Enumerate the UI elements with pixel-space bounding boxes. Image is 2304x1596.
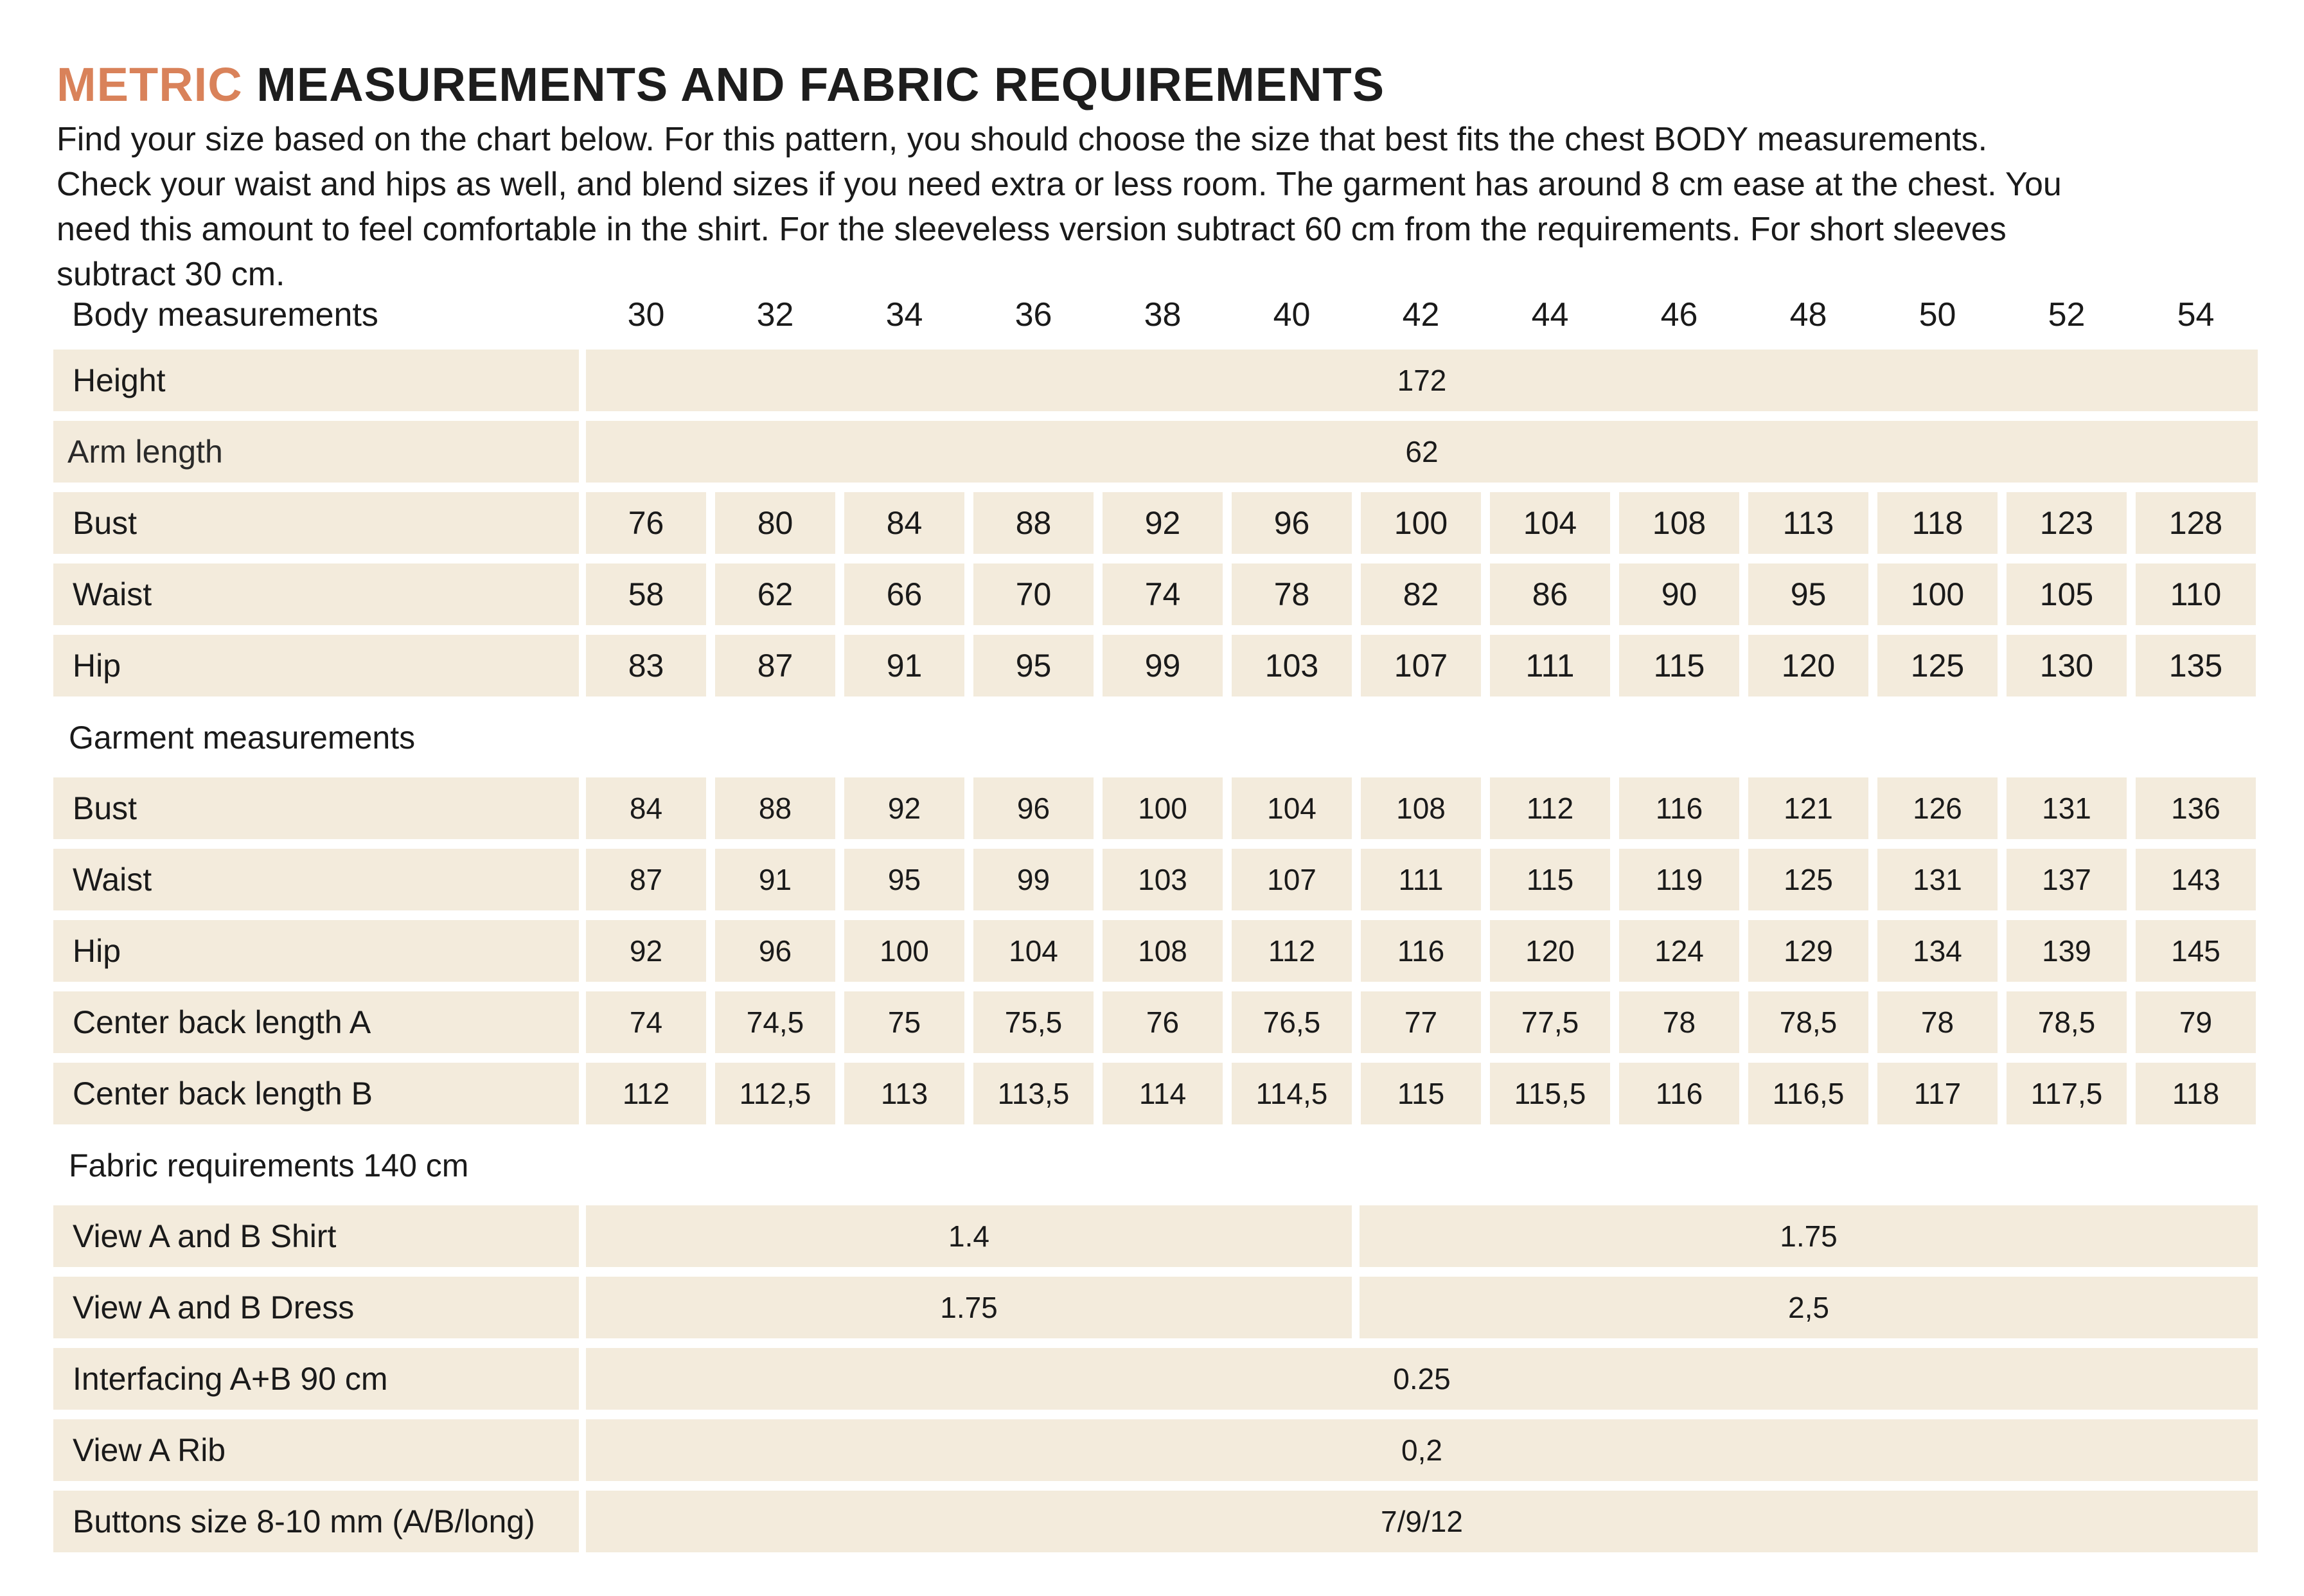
span-value-cell: 7/9/12: [586, 1491, 2258, 1552]
value-cell: 117,5: [2007, 1063, 2127, 1124]
value-cell: 84: [844, 492, 964, 554]
value-cell: 92: [844, 777, 964, 839]
intro-line: need this amount to feel comfortable in the shirt. For the sleeveless version subtract 60 cm from the requirements. For short sleeves: [57, 211, 2007, 248]
size-header: 34: [885, 296, 923, 333]
value-cell: 99: [1103, 635, 1223, 696]
value-cell: 84: [586, 777, 706, 839]
value-cell: 76,5: [1232, 991, 1352, 1053]
value-cell: 76: [1103, 991, 1223, 1053]
value-cell: 116: [1361, 920, 1481, 982]
value-cell: 91: [844, 635, 964, 696]
value-cell: 92: [586, 920, 706, 982]
value-cell: 123: [2007, 492, 2127, 554]
intro-line: Find your size based on the chart below. For this pattern, you should choose the size that best fits the chest BODY measurements.: [57, 121, 1988, 158]
value-cell: 99: [973, 849, 1094, 910]
size-header: 50: [1919, 296, 1956, 333]
value-cell: 112: [1232, 920, 1352, 982]
value-cell: 87: [586, 849, 706, 910]
value-cell: 62: [715, 563, 835, 625]
value-cell: 70: [973, 563, 1094, 625]
row-label: Bust: [53, 777, 579, 839]
span-value-cell: 0,2: [586, 1419, 2258, 1481]
row-label: Waist: [53, 563, 579, 625]
value-cell: 100: [1877, 563, 1998, 625]
value-cell: 108: [1103, 920, 1223, 982]
value-cell: 107: [1232, 849, 1352, 910]
size-header: 42: [1402, 296, 1440, 333]
size-header: 54: [2177, 296, 2215, 333]
value-cell: 86: [1490, 563, 1610, 625]
value-cell: 105: [2007, 563, 2127, 625]
value-cell: 80: [715, 492, 835, 554]
value-cell: 88: [973, 492, 1094, 554]
value-cell: 139: [2007, 920, 2127, 982]
value-cell: 104: [973, 920, 1094, 982]
row-label: Arm length: [53, 421, 579, 483]
value-cell: 74: [586, 991, 706, 1053]
value-cell: 78: [1619, 991, 1739, 1053]
value-cell: 100: [1361, 492, 1481, 554]
value-cell: 78: [1232, 563, 1352, 625]
value-cell: 100: [844, 920, 964, 982]
row-label: Center back length A: [53, 991, 579, 1053]
value-cell: 120: [1490, 920, 1610, 982]
value-cell: 111: [1361, 849, 1481, 910]
fabric-right-cell: 2,5: [1360, 1277, 2258, 1338]
value-cell: 135: [2136, 635, 2256, 696]
value-cell: 79: [2136, 991, 2256, 1053]
value-cell: 111: [1490, 635, 1610, 696]
value-cell: 77: [1361, 991, 1481, 1053]
title-rest: MEASUREMENTS AND FABRIC REQUIREMENTS: [256, 58, 1385, 111]
value-cell: 120: [1748, 635, 1868, 696]
size-header: 48: [1789, 296, 1827, 333]
value-cell: 100: [1103, 777, 1223, 839]
value-cell: 87: [715, 635, 835, 696]
value-cell: 118: [2136, 1063, 2256, 1124]
row-label: Waist: [53, 849, 579, 910]
fabric-left-cell: 1.75: [586, 1277, 1352, 1338]
value-cell: 108: [1361, 777, 1481, 839]
value-cell: 112: [586, 1063, 706, 1124]
value-cell: 113,5: [973, 1063, 1094, 1124]
value-cell: 124: [1619, 920, 1739, 982]
value-cell: 103: [1103, 849, 1223, 910]
section-header: Fabric requirements 140 cm: [69, 1148, 469, 1184]
row-label: Hip: [53, 635, 579, 696]
value-cell: 118: [1877, 492, 1998, 554]
value-cell: 115: [1619, 635, 1739, 696]
size-header: 46: [1660, 296, 1698, 333]
value-cell: 78,5: [2007, 991, 2127, 1053]
value-cell: 74,5: [715, 991, 835, 1053]
value-cell: 112,5: [715, 1063, 835, 1124]
section-header: Garment measurements: [69, 720, 416, 756]
size-header: 36: [1015, 296, 1052, 333]
value-cell: 96: [973, 777, 1094, 839]
body-measurements-header: Body measurements: [72, 296, 378, 333]
value-cell: 114,5: [1232, 1063, 1352, 1124]
value-cell: 116,5: [1748, 1063, 1868, 1124]
value-cell: 119: [1619, 849, 1739, 910]
value-cell: 112: [1490, 777, 1610, 839]
value-cell: 125: [1877, 635, 1998, 696]
row-label: Buttons size 8-10 mm (A/B/long): [53, 1491, 579, 1552]
size-header: 38: [1144, 296, 1182, 333]
value-cell: 113: [844, 1063, 964, 1124]
value-cell: 134: [1877, 920, 1998, 982]
value-cell: 75: [844, 991, 964, 1053]
value-cell: 104: [1232, 777, 1352, 839]
span-value-cell: 172: [586, 350, 2258, 411]
value-cell: 92: [1103, 492, 1223, 554]
value-cell: 78: [1877, 991, 1998, 1053]
row-label: Hip: [53, 920, 579, 982]
size-header: 32: [756, 296, 794, 333]
value-cell: 82: [1361, 563, 1481, 625]
value-cell: 78,5: [1748, 991, 1868, 1053]
value-cell: 58: [586, 563, 706, 625]
row-label: Height: [53, 350, 579, 411]
value-cell: 126: [1877, 777, 1998, 839]
value-cell: 136: [2136, 777, 2256, 839]
fabric-left-cell: 1.4: [586, 1205, 1352, 1267]
size-header: 40: [1273, 296, 1311, 333]
value-cell: 145: [2136, 920, 2256, 982]
value-cell: 95: [973, 635, 1094, 696]
value-cell: 95: [844, 849, 964, 910]
value-cell: 88: [715, 777, 835, 839]
row-label: View A and B Shirt: [53, 1205, 579, 1267]
value-cell: 66: [844, 563, 964, 625]
size-header: 30: [627, 296, 665, 333]
value-cell: 117: [1877, 1063, 1998, 1124]
value-cell: 115: [1490, 849, 1610, 910]
value-cell: 76: [586, 492, 706, 554]
value-cell: 143: [2136, 849, 2256, 910]
value-cell: 90: [1619, 563, 1739, 625]
intro-line: subtract 30 cm.: [57, 256, 285, 293]
value-cell: 130: [2007, 635, 2127, 696]
value-cell: 137: [2007, 849, 2127, 910]
value-cell: 108: [1619, 492, 1739, 554]
value-cell: 113: [1748, 492, 1868, 554]
value-cell: 75,5: [973, 991, 1094, 1053]
size-header: 44: [1531, 296, 1569, 333]
value-cell: 121: [1748, 777, 1868, 839]
size-header: 52: [2048, 296, 2086, 333]
span-value-cell: 0.25: [586, 1348, 2258, 1410]
value-cell: 115,5: [1490, 1063, 1610, 1124]
value-cell: 83: [586, 635, 706, 696]
intro-line: Check your waist and hips as well, and blend sizes if you need extra or less room. The garment has around 8 cm ease at the chest. You: [57, 166, 2062, 203]
value-cell: 114: [1103, 1063, 1223, 1124]
value-cell: 110: [2136, 563, 2256, 625]
value-cell: 104: [1490, 492, 1610, 554]
value-cell: 125: [1748, 849, 1868, 910]
value-cell: 91: [715, 849, 835, 910]
value-cell: 103: [1232, 635, 1352, 696]
row-label: Interfacing A+B 90 cm: [53, 1348, 579, 1410]
value-cell: 116: [1619, 777, 1739, 839]
value-cell: 74: [1103, 563, 1223, 625]
value-cell: 129: [1748, 920, 1868, 982]
intro-text: [57, 117, 2267, 297]
size-header-row: [0, 289, 2304, 341]
value-cell: 96: [1232, 492, 1352, 554]
value-cell: 96: [715, 920, 835, 982]
row-label: Bust: [53, 492, 579, 554]
page-title: [57, 58, 1385, 111]
row-label: Center back length B: [53, 1063, 579, 1124]
value-cell: 115: [1361, 1063, 1481, 1124]
value-cell: 77,5: [1490, 991, 1610, 1053]
value-cell: 107: [1361, 635, 1481, 696]
value-cell: 95: [1748, 563, 1868, 625]
row-label: View A Rib: [53, 1419, 579, 1481]
span-value-cell: 62: [586, 421, 2258, 483]
row-label: View A and B Dress: [53, 1277, 579, 1338]
title-accent: METRIC: [57, 58, 243, 111]
value-cell: 131: [1877, 849, 1998, 910]
value-cell: 116: [1619, 1063, 1739, 1124]
value-cell: 128: [2136, 492, 2256, 554]
fabric-right-cell: 1.75: [1360, 1205, 2258, 1267]
value-cell: 131: [2007, 777, 2127, 839]
